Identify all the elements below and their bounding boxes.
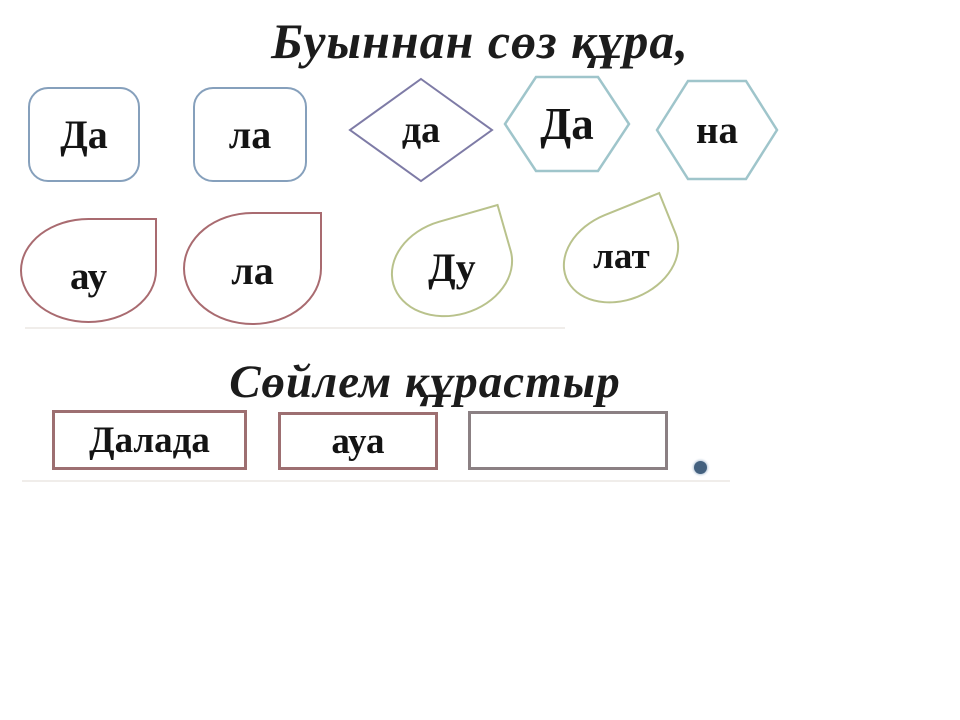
period-dot	[694, 461, 707, 474]
sentence-word-label: ауа	[331, 420, 385, 462]
sentence-word-label: Далада	[89, 419, 210, 461]
faint-divider-line	[22, 480, 730, 482]
syllable-card-rounded-square-2[interactable]	[193, 87, 307, 182]
syllable-label: Ду	[428, 244, 476, 290]
syllable-label: ау	[69, 255, 108, 298]
syllable-label: Да	[60, 111, 108, 157]
syllable-card-diamond[interactable]	[346, 76, 496, 184]
syllable-card-hexagon-1[interactable]	[502, 74, 632, 174]
syllable-card-teardrop-4[interactable]	[549, 192, 694, 320]
syllable-card-teardrop-3[interactable]	[379, 204, 525, 331]
slide-title-make-sentence: Сөйлем құрастыр	[229, 356, 621, 408]
syllable-card-teardrop-2[interactable]	[183, 212, 322, 325]
syllable-label: лат	[592, 235, 650, 277]
syllable-card-rounded-square-1[interactable]	[28, 87, 140, 182]
syllable-label: на	[696, 108, 738, 152]
syllable-card-hexagon-2[interactable]	[654, 78, 780, 182]
syllable-label: Да	[540, 98, 594, 149]
sentence-word-box-empty[interactable]	[468, 411, 668, 470]
faint-divider-line	[25, 327, 565, 329]
sentence-word-box-1[interactable]	[52, 410, 247, 470]
sentence-word-box-2[interactable]	[278, 412, 438, 470]
syllable-label: ла	[231, 247, 274, 293]
slide-title-make-word: Буыннан сөз құра,	[271, 13, 689, 69]
syllable-label: ла	[228, 111, 272, 157]
syllable-label: да	[401, 109, 441, 151]
syllable-card-teardrop-1[interactable]	[20, 218, 157, 323]
